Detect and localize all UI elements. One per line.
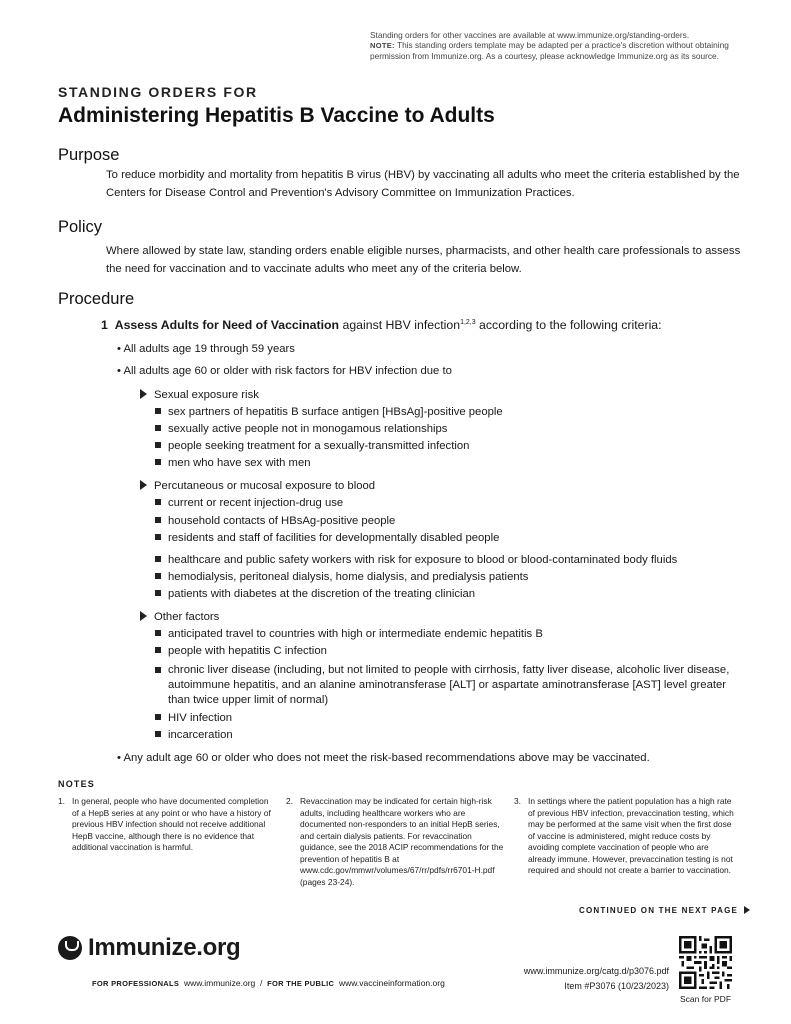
risk-item: HIV infection <box>155 711 232 725</box>
square-bullet-icon <box>155 647 161 653</box>
triangle-bullet-icon <box>140 480 147 490</box>
notes-heading: NOTES <box>58 779 96 789</box>
policy-text: Where allowed by state law, standing orders enable eligible nurses, pharmacists, and other health care professionals to assess the need for vaccination and to vaccinate adults who meet any of the criteria below. <box>106 245 741 275</box>
square-bullet-icon <box>155 556 161 562</box>
square-bullet-icon <box>155 534 161 540</box>
risk-item: current or recent injection-drug use <box>155 496 343 510</box>
square-bullet-icon <box>155 425 161 431</box>
procedure-step-1 <box>101 318 662 332</box>
square-bullet-icon <box>155 517 161 523</box>
step-footnote-refs: 1,2,3 <box>460 318 476 326</box>
square-bullet-icon <box>155 408 161 414</box>
footer-links <box>92 978 445 988</box>
doc-url-link[interactable]: www.immunize.org/catg.d/p3076.pdf <box>523 966 669 976</box>
risk-item: household contacts of HBsAg-positive people <box>155 514 395 528</box>
square-bullet-icon <box>155 667 161 673</box>
top-note-line2: This standing orders template may be adapted per a practice's discretion without obtaining permission from Immunize.org. As a courtesy, please acknowledge Immunize.org as its source. <box>370 40 729 61</box>
note-item: 2. Revaccination may be indicated for certain high-risk adults, including healthcare workers who are documented non-responders to an initial HepB series, and certain dialysis patients. For revaccination guidance, see the 2018 ACIP recommendations for the prevention of hepatitis B at www.cdc.gov/mmwr/volumes/67/rr/pdfs/rr6701-H.pdf (pages 23-24). <box>286 796 504 887</box>
note-label: NOTE: <box>370 41 395 50</box>
logo-text: Immunize.org <box>88 934 241 961</box>
risk-item: people seeking treatment for a sexually-transmitted infection <box>155 439 469 453</box>
square-bullet-icon <box>155 630 161 636</box>
criteria-bullet: • All adults age 19 through 59 years <box>117 343 295 355</box>
triangle-bullet-icon <box>140 611 147 621</box>
arrow-right-icon <box>744 906 750 914</box>
document-title: Administering Hepatitis B Vaccine to Adults <box>58 104 495 127</box>
risk-group-label: Percutaneous or mucosal exposure to blood <box>140 479 375 493</box>
risk-item: people with hepatitis C infection <box>155 644 327 658</box>
square-bullet-icon <box>155 459 161 465</box>
footer-separator: / <box>260 978 263 988</box>
document-info <box>470 964 669 994</box>
risk-item: anticipated travel to countries with high or intermediate endemic hepatitis B <box>155 627 543 641</box>
policy-heading: Policy <box>58 218 103 236</box>
step-text: against HBV infection <box>339 318 461 332</box>
step-number: 1 <box>101 318 108 332</box>
immunize-logo <box>58 934 240 962</box>
square-bullet-icon <box>155 714 161 720</box>
purpose-text: To reduce morbidity and mortality from hepatitis B virus (HBV) by vaccinating all adults who meet the criteria established by the Centers for Disease Control and Prevention's Advisory Committee on Immunization Practices. <box>106 169 740 199</box>
square-bullet-icon <box>155 731 161 737</box>
public-url-link[interactable]: www.vaccineinformation.org <box>338 978 445 988</box>
risk-item: hemodialysis, peritoneal dialysis, home dialysis, and predialysis patients <box>155 570 528 584</box>
risk-item: residents and staff of facilities for developmentally disabled people <box>155 531 499 545</box>
top-note <box>370 30 740 61</box>
purpose-heading: Purpose <box>58 146 120 164</box>
risk-item: incarceration <box>155 728 233 742</box>
note-item: 3. In settings where the patient population has a high rate of previous HBV infection, prevaccination testing, which may be performed at the same visit when the first dose of vaccine is administered, might reduce costs by avoiding complete vaccination of people who are already immune. However, prevaccination testing is not required and should not create a barrier to vaccination. <box>514 796 734 875</box>
square-bullet-icon <box>155 590 161 596</box>
top-note-line1: Standing orders for other vaccines are available at www.immunize.org/standing-orders. <box>370 30 690 40</box>
procedure-heading: Procedure <box>58 290 135 308</box>
risk-item: patients with diabetes at the discretion of the treating clinician <box>155 587 475 601</box>
note-item: 1. In general, people who have documented completion of a HepB series at any point or who have a history of previous HBV infection should not receive additional HepB vaccine, although there is no evidence that additional vaccination is harmful. <box>58 796 271 852</box>
qr-code-icon[interactable] <box>679 936 732 989</box>
risk-item: men who have sex with men <box>155 456 311 470</box>
document-eyebrow: STANDING ORDERS FOR <box>58 84 258 100</box>
risk-item: sexually active people not in monogamous relationships <box>155 422 447 436</box>
risk-item: sex partners of hepatitis B surface antigen [HBsAg]-positive people <box>155 405 503 419</box>
square-bullet-icon <box>155 573 161 579</box>
logo-mark-icon <box>58 936 82 960</box>
risk-item: chronic liver disease (including, but not limited to people with cirrhosis, fatty liver disease, alcoholic liver disease, autoimmune hepatitis, and an alanine aminotransferase [ALT] or aspartate aminotransferase [AST] level greater than twice upper limit of normal) <box>155 663 735 708</box>
square-bullet-icon <box>155 499 161 505</box>
item-number: Item #P3076 (10/23/2023) <box>564 981 669 991</box>
risk-group-label: Other factors <box>140 610 219 624</box>
continued-label: CONTINUED ON THE NEXT PAGE <box>579 906 750 915</box>
risk-group-label: Sexual exposure risk <box>140 388 259 402</box>
triangle-bullet-icon <box>140 389 147 399</box>
square-bullet-icon <box>155 442 161 448</box>
pro-url-link[interactable]: www.immunize.org <box>183 978 256 988</box>
step-text-tail: according to the following criteria: <box>475 318 662 332</box>
pro-label: FOR PROFESSIONALS <box>92 979 180 988</box>
public-label: FOR THE PUBLIC <box>267 979 335 988</box>
step-bold-text: Assess Adults for Need of Vaccination <box>114 318 340 332</box>
risk-item: healthcare and public safety workers with risk for exposure to blood or blood-contaminated body fluids <box>155 553 677 567</box>
criteria-bullet: • Any adult age 60 or older who does not meet the risk-based recommendations above may be vaccinated. <box>117 752 650 764</box>
qr-caption: Scan for PDF <box>680 994 732 1004</box>
criteria-bullet: • All adults age 60 or older with risk factors for HBV infection due to <box>117 365 452 377</box>
